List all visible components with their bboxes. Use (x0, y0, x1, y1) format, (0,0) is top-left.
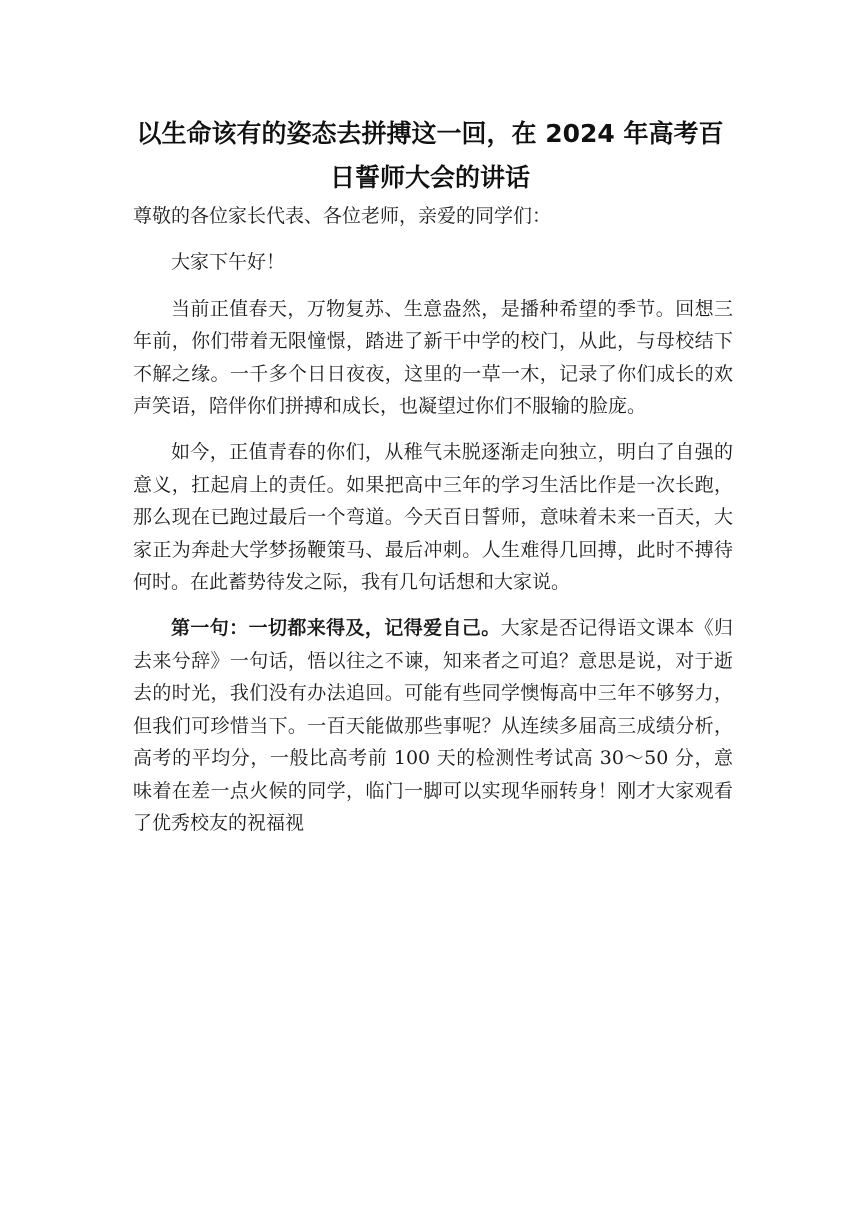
document-title-line-1: 以生命该有的姿态去拼搏这一回，在 2024 年高考百 (136, 119, 724, 148)
salutation: 尊敬的各位家长代表、各位老师，亲爱的同学们： (133, 205, 552, 227)
paragraph-memories: 当前正值春天，万物复苏、生意盎然，是播种希望的季节。回想三年前，你们带着无限憧憬，踏进了新干中学的校门，从此，与母校结下不解之缘。一千多个日日夜夜，这里的一草一木，记录了你们成长的欢声笑语，陪伴你们拼搏和成长，也凝望过你们不服输的脸庞。 (133, 297, 733, 418)
first-point-text: 大家是否记得语文课本《归去来兮辞》一句话，悟以往之不谏，知来者之可追？意思是说，对于逝去的时光，我们没有办法追回。可能有些同学懊悔高中三年不够努力，但我们可珍惜当下。一百天能做那些事呢？从连续多届高三成绩分析，高考的平均分，一般比高考前 100 天的检测性考试高 30～50 分，意味着在差一点火候的同学，临门一脚可以实现华丽转身！刚才大家观看了优秀校友的祝福视 (133, 617, 733, 834)
paragraph-now: 如今，正值青春的你们，从稚气未脱逐渐走向独立，明白了自强的意义，扛起肩上的责任。如果把高中三年的学习生活比作是一次长跑，那么现在已跑过最后一个弯道。今天百日誓师，意味着未来一百天，大家正为奔赴大学梦扬鞭策马、最后冲刺。人生难得几回搏，此时不搏待何时。在此蓄势待发之际，我有几句话想和大家说。 (133, 441, 733, 594)
document-body (133, 200, 733, 853)
document-title-line-2: 日誓师大会的讲话 (329, 163, 530, 192)
first-point-lead: 第一句：一切都来得及，记得爱自己。 (171, 617, 501, 640)
paragraph-first-point (133, 612, 733, 839)
paragraph-greeting: 大家下午好！ (171, 251, 286, 274)
